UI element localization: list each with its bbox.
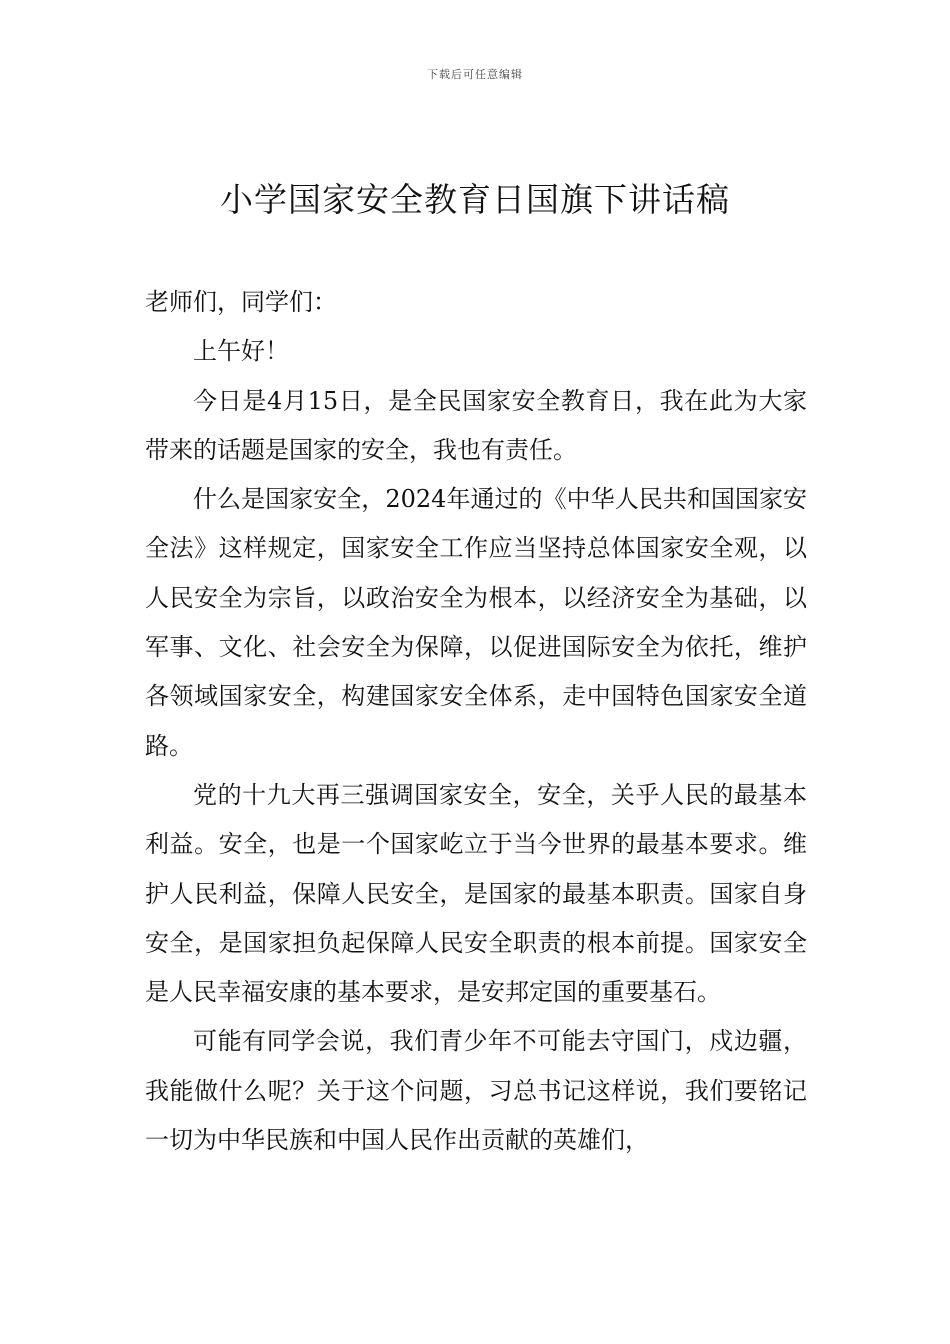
document-title: 小学国家安全教育日国旗下讲话稿 (220, 180, 730, 219)
paragraph-question: 可能有同学会说，我们青少年不可能去守国门，戍边疆，我能做什么呢？关于这个问题，习总书记这样说，我们要铭记一切为中华民族和中国人民作出贡献的英雄们， (145, 1027, 807, 1155)
paragraph-importance: 党的十九大再三强调国家安全，安全，关乎人民的最基本利益。安全，也是一个国家屹立于当今世界的最基本要求。维护人民利益，保障人民安全，是国家的最基本职责。国家自身安全，是国家担负起保障人民安全职责的根本前提。国家安全是人民幸福安康的基本要求，是安邦定国的重要基石。 (145, 780, 807, 1007)
salutation: 老师们，同学们： (145, 288, 337, 316)
paragraph-intro: 今日是4月15日，是全民国家安全教育日，我在此为大家带来的话题是国家的安全，我也有责任。 (145, 386, 807, 464)
speech-body (145, 278, 807, 1165)
paragraph-greeting: 上午好！ (193, 337, 289, 366)
paragraph-definition: 什么是国家安全，2024年通过的《中华人民共和国国家安全法》这样规定，国家安全工作应当坚持总体国家安全观，以人民安全为宗旨，以政治安全为根本，以经济安全为基础，以军事、文化、社会安全为保障，以促进国际安全为依托，维护各领域国家安全，构建国家安全体系，走中国特色国家安全道路。 (145, 485, 807, 760)
header-note: 下载后可任意编辑 (427, 68, 523, 81)
